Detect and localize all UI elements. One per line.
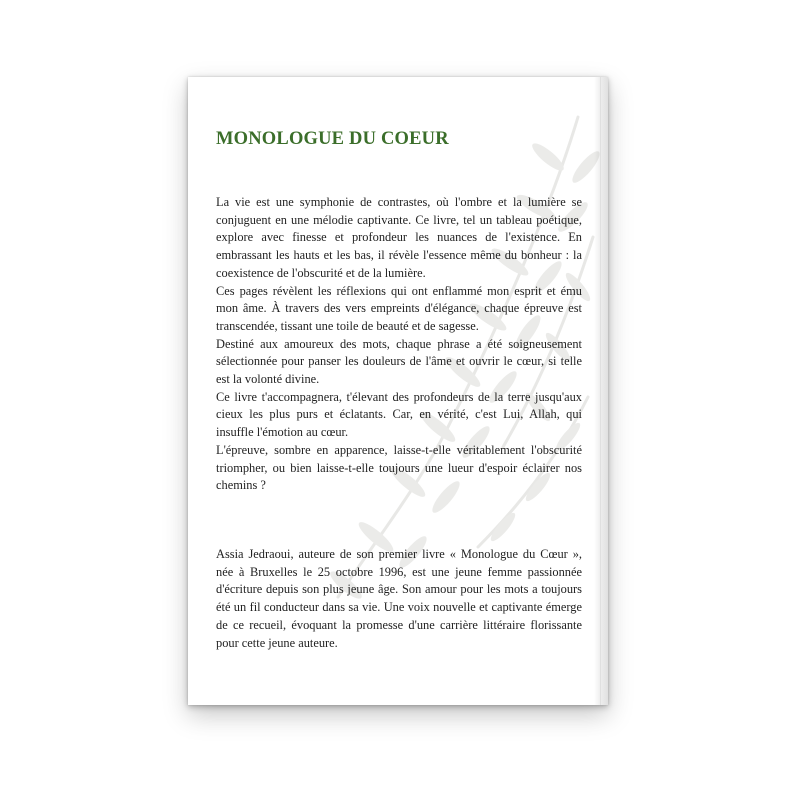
- summary-paragraph: Ces pages révèlent les réflexions qui ont enflammé mon esprit et ému mon âme. À travers des vers empreints d'élégance, chaque épreuve est transcendée, tissant une toile de beauté et de sagesse.: [216, 283, 582, 333]
- book-back-cover: [188, 77, 608, 705]
- book-spine-fold: [600, 77, 601, 705]
- book-title: MONOLOGUE DU COEUR: [216, 129, 449, 149]
- summary-paragraph: Destiné aux amoureux des mots, chaque phrase a été soigneusement sélectionnée pour panser les douleurs de l'âme et ouvrir le cœur, si telle est la volonté divine.: [216, 336, 582, 387]
- book-spine-shading: [594, 77, 608, 705]
- book-summary: [216, 194, 582, 495]
- summary-paragraph: La vie est une symphonie de contrastes, où l'ombre et la lumière se conjuguent en une mélodie captivante. Ce livre, tel un tableau poétique, explore avec finesse et profondeur les nuances de l'existence. En embrassant les hauts et les bas, il révèle l'essence même du bonheur : la coexistence de l'obscurité et de la lumière.: [216, 195, 582, 280]
- summary-paragraph: L'épreuve, sombre en apparence, laisse-t-elle véritablement l'obscurité triompher, ou bien laisse-t-elle toujours une lueur d'espoir éclairer nos chemins ?: [216, 442, 582, 493]
- summary-paragraph: Ce livre t'accompagnera, t'élevant des profondeurs de la terre jusqu'aux cieux les plus purs et éclatants. Car, en vérité, c'est Lui, Allah, qui insuffle l'émotion au cœur.: [216, 389, 582, 440]
- author-bio: Assia Jedraoui, auteure de son premier livre « Monologue du Cœur », née à Bruxelles le 25 octobre 1996, est une jeune femme passionnée d'écriture depuis son plus jeune âge. Son amour pour les mots a toujours été un fil conducteur dans sa vie. Une voix nouvelle et captivante émerge de ce recueil, évoquant la promesse d'une carrière littéraire florissante pour cette jeune auteure.: [216, 547, 582, 650]
